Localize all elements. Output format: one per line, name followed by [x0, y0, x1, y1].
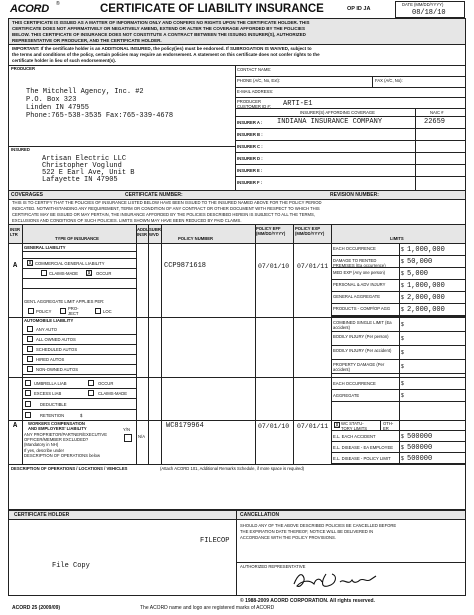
- auto-limit-currency: $: [401, 336, 404, 342]
- excess-checkbox[interactable]: [25, 390, 31, 396]
- wc-na: N/A: [138, 434, 145, 439]
- important-line-3: certificate holder in lieu of such endorsement(s).: [12, 58, 117, 63]
- copyright: © 1988-2009 ACORD CORPORATION. All rights reserved.: [240, 598, 375, 604]
- holder-name: File Copy: [52, 562, 90, 570]
- wc-limit-currency: $: [401, 445, 404, 451]
- umbrella-limit-currency: $: [401, 381, 404, 387]
- op-id: OP ID JA: [347, 6, 371, 12]
- gl-policy-number: CCP9871618: [164, 262, 207, 270]
- col-insr-ltr: INSR LTR: [10, 227, 21, 237]
- acord-logo: ACORD: [10, 3, 49, 15]
- insurer-row-naic: 22659: [424, 118, 446, 126]
- gl-limit-currency: $: [401, 259, 404, 265]
- auto-limit-label: BODILY INJURY (Per person): [333, 334, 389, 339]
- gl-limit-label: GENERAL AGGREGATE: [333, 294, 381, 299]
- cancellation-text-2: THE EXPIRATION DATE THEREOF, NOTICE WILL BE DELIVERED IN: [240, 529, 374, 534]
- insurer-row-label: INSURER E :: [237, 168, 263, 173]
- retention-currency: $: [80, 413, 83, 418]
- certificate-number-label: CERTIFICATE NUMBER:: [125, 192, 183, 198]
- wc-title-2: AND EMPLOYERS' LIABILITY: [28, 426, 87, 431]
- auto-item-label: HIRED AUTOS: [36, 357, 65, 362]
- gl-limit-label: PERSONAL & ADV INJURY: [333, 282, 386, 287]
- gl-insurer-letter: A: [13, 262, 18, 270]
- notice-line-2: CERTIFICATE DOES NOT AFFIRMATIVELY OR NEGATIVELY AMEND, EXTEND OR ALTER THE COVERAGE AFFORDED BY THE POLICIES: [12, 26, 305, 31]
- gl-limit-value: 5,000: [407, 270, 429, 278]
- deductible-label: DEDUCTIBLE: [40, 402, 67, 407]
- insurer-row-label: INSURER D :: [237, 156, 263, 161]
- wc-question-5: DESCRIPTION OF OPERATIONS below: [24, 453, 101, 458]
- gl-limit-label: DAMAGE TO RENTED PREMISES (Ea occurrence): [333, 258, 386, 268]
- wc-limit-value: 500000: [407, 455, 433, 463]
- umbrella-claims-made-label: CLAIMS-MADE: [98, 391, 128, 396]
- deductible-checkbox[interactable]: [25, 401, 31, 407]
- umbrella-occur-label: OCCUR: [98, 381, 114, 386]
- auto-checkbox[interactable]: [27, 346, 33, 352]
- cancellation-label: CANCELLATION: [240, 512, 280, 518]
- auto-item-label: NON-OWNED AUTOS: [36, 367, 79, 372]
- gl-aggregate-applies: GEN'L AGGREGATE LIMIT APPLIES PER:: [24, 299, 105, 304]
- occur-label: OCCUR: [96, 271, 112, 276]
- wc-title-1: WORKERS COMPENSATION: [28, 421, 85, 426]
- gl-limit-label: EACH OCCURRENCE: [333, 246, 376, 251]
- gl-policy-exp: 07/01/11: [297, 263, 329, 270]
- authorized-signature: [290, 568, 380, 592]
- cancellation-text-1: SHOULD ANY OF THE ABOVE DESCRIBED POLICIES BE CANCELLED BEFORE: [240, 523, 397, 528]
- umbrella-limit-label: EACH OCCURRENCE: [333, 381, 376, 386]
- form-title: CERTIFICATE OF LIABILITY INSURANCE: [100, 3, 324, 15]
- auto-item-label: ANY AUTO: [36, 327, 58, 332]
- coverages-text-3: CERTIFICATE MAY BE ISSUED OR MAY PERTAIN, THE INSURANCE AFFORDED BY THE POLICIES DESCRIBED HEREIN IS SUBJECT TO ALL THE TERMS,: [12, 212, 315, 217]
- gl-limit-value: 2,000,000: [407, 294, 445, 302]
- claims-made-checkbox[interactable]: [41, 270, 47, 276]
- insurer-row-label: INSURER B :: [237, 132, 263, 137]
- auto-item-label: SCHEDULED AUTOS: [36, 347, 78, 352]
- auto-checkbox[interactable]: [27, 366, 33, 372]
- wc-limit-currency: $: [401, 434, 404, 440]
- producer-name: The Mitchell Agency, Inc. #2: [26, 88, 144, 96]
- producer-address: P.O. Box 323: [26, 96, 77, 104]
- auto-limit-label: PROPERTY DAMAGE (Per accident): [333, 362, 385, 372]
- agg-policy-label: POLICY: [36, 309, 52, 314]
- auto-item-label: ALL OWNED AUTOS: [36, 337, 76, 342]
- wc-statutory-label: WC STATU-TORY LIMITS: [341, 421, 368, 431]
- auto-limit-currency: $: [401, 350, 404, 356]
- col-addl: ADDL INSR: [137, 227, 149, 237]
- agg-project-checkbox[interactable]: [60, 308, 66, 314]
- umbrella-label: UMBRELLA LIAB: [34, 381, 67, 386]
- gl-limit-currency: $: [401, 295, 404, 301]
- wc-question-4: If yes, describe under: [24, 448, 65, 453]
- auto-limit-label: BODILY INJURY (Per accident): [333, 348, 392, 353]
- trademark: The ACORD name and logo are registered marks of ACORD: [140, 605, 275, 611]
- retention-checkbox[interactable]: [25, 412, 31, 418]
- gl-limit-label: PRODUCTS - COMP/OP AGG: [333, 306, 391, 311]
- insured-line-4: Lafayette IN 47905: [42, 176, 118, 184]
- insured-label: INSURED: [11, 147, 30, 152]
- insured-line-3: 522 E Earl Ave, Unit B: [42, 169, 135, 177]
- auto-title: AUTOMOBILE LIABILITY: [24, 318, 74, 323]
- auto-checkbox[interactable]: [27, 356, 33, 362]
- wc-yn: Y/N: [123, 427, 130, 432]
- description-note: (Attach ACORD 101, Additional Remarks Schedule, if more space is required): [160, 466, 305, 471]
- important-line-1: IMPORTANT: If the certificate holder is an ADDITIONAL INSURED, the policy(ies) must be endorsed. If SUBROGATION IS WAIVED, subject to: [12, 46, 312, 51]
- col-limits: LIMITS: [390, 236, 404, 241]
- gl-limit-value: 50,000: [407, 258, 433, 266]
- agg-loc-label: LOC: [103, 309, 112, 314]
- insurer-row-label: INSURER F :: [237, 180, 263, 185]
- revision-number-label: REVISION NUMBER:: [330, 192, 379, 198]
- gl-limit-currency: $: [401, 247, 404, 253]
- agg-project-label: PRO-JECT: [68, 306, 79, 316]
- col-policy-exp: POLICY EXP (MM/DD/YYYY): [295, 226, 325, 236]
- col-subr: SUBR WVD: [149, 227, 161, 237]
- gl-limit-value: 1,000,000: [407, 246, 445, 254]
- producer-city: Linden IN 47955: [26, 104, 90, 112]
- date-label: DATE (MM/DD/YYYY): [402, 2, 444, 7]
- auto-limit-currency: $: [401, 364, 404, 370]
- certificate-date: 08/18/10: [412, 9, 446, 17]
- umbrella-checkbox[interactable]: [25, 380, 31, 386]
- cgl-label: COMMERCIAL GENERAL LIABILITY: [35, 261, 105, 266]
- notice-line-3: BELOW. THIS CERTIFICATE OF INSURANCE DOES NOT CONSTITUTE A CONTRACT BETWEEN THE ISSUING INSURER(S), AUTHORIZED: [12, 32, 306, 37]
- auto-checkbox[interactable]: [27, 336, 33, 342]
- acord-logo-mark: ®: [56, 1, 60, 7]
- producer-customer-id-label: PRODUCER CUSTOMER ID #:: [237, 99, 271, 109]
- producer-customer-id: ARTI-E1: [283, 100, 313, 108]
- description-label: DESCRIPTION OF OPERATIONS / LOCATIONS / VEHICLES: [11, 466, 128, 471]
- gl-limit-value: 1,000,000: [407, 282, 445, 290]
- col-policy-number: POLICY NUMBER: [178, 236, 214, 241]
- wc-policy-eff: 07/01/10: [258, 423, 290, 430]
- umbrella-occur-checkbox[interactable]: [88, 380, 94, 386]
- gl-limit-currency: $: [401, 307, 404, 313]
- insurer-row-name: INDIANA INSURANCE COMPANY: [277, 118, 383, 126]
- cgl-checkbox[interactable]: X: [28, 260, 32, 267]
- insured-line-1: Artisan Electric LLC: [42, 155, 127, 163]
- gl-limit-currency: $: [401, 271, 404, 277]
- col-policy-eff: POLICY EFF (MM/DD/YYYY): [256, 226, 286, 236]
- producer-label: PRODUCER: [11, 66, 35, 71]
- wc-insurer-letter: A: [13, 422, 18, 430]
- coverages-label: COVERAGES: [11, 192, 43, 198]
- wc-question-1: ANY PROPRIETOR/PARTNER/EXECUTIVE: [24, 432, 107, 437]
- wc-statutory-checkbox[interactable]: X: [335, 422, 339, 429]
- insured-line-2: Christopher Voglund: [42, 162, 122, 170]
- wc-limit-label: E.L. EACH ACCIDENT: [333, 434, 376, 439]
- excess-label: EXCESS LIAB: [34, 391, 62, 396]
- email-label: E-MAIL ADDRESS:: [237, 89, 274, 94]
- wc-limit-label: E.L. DISEASE - POLICY LIMIT: [333, 456, 391, 461]
- gl-limit-value: 2,000,000: [407, 306, 445, 314]
- auto-limit-label: COMBINED SINGLE LIMIT (Ea accident): [333, 320, 392, 330]
- insurer-row-label: INSURER C :: [237, 144, 263, 149]
- claims-made-label: CLAIMS-MADE: [49, 271, 79, 276]
- insurers-header: INSURER(S) AFFORDING COVERAGE: [300, 110, 375, 115]
- insurer-row-label: INSURER A :: [237, 120, 263, 125]
- coverages-text-2: INDICATED. NOTWITHSTANDING ANY REQUIREMENT, TERM OR CONDITION OF ANY CONTRACT OR OTHER DOCUMENT WITH RESPECT TO WHICH THIS: [12, 206, 320, 211]
- wc-limit-label: E.L. DISEASE - EA EMPLOYEE: [333, 445, 394, 450]
- form-number: ACORD 25 (2009/09): [12, 605, 61, 611]
- important-line-2: the terms and conditions of the policy, certain policies may require an endorsement. A statement on this certificate does not confer rights to the: [12, 52, 320, 57]
- wc-question-2: OFFICER/MEMBER EXCLUDED?: [24, 437, 89, 442]
- wc-excluded-box[interactable]: [124, 434, 132, 442]
- contact-name-label: CONTACT NAME:: [237, 67, 272, 72]
- gl-limit-label: MED EXP (Any one person): [333, 270, 386, 275]
- gl-limit-currency: $: [401, 283, 404, 289]
- wc-limit-currency: $: [401, 456, 404, 462]
- retention-label: RETENTION: [40, 413, 65, 418]
- umbrella-claims-made-checkbox[interactable]: [88, 390, 94, 396]
- coverages-text-4: EXCLUSIONS AND CONDITIONS OF SUCH POLICIES. LIMITS SHOWN MAY HAVE BEEN REDUCED BY PAID CLAIMS.: [12, 218, 242, 223]
- wc-policy-number: WC8179964: [166, 422, 204, 430]
- fax-label: FAX (A/C, No):: [375, 78, 403, 83]
- producer-phone-fax: Phone:765-538-3535 Fax:765-339-4678: [26, 112, 174, 120]
- naic-header: NAIC #: [430, 110, 444, 115]
- wc-limit-value: 500000: [407, 444, 433, 452]
- notice-line-4: REPRESENTATIVE OR PRODUCER, AND THE CERTIFICATE HOLDER.: [12, 38, 162, 43]
- wc-policy-exp: 07/01/11: [297, 423, 329, 430]
- cancellation-text-3: ACCORDANCE WITH THE POLICY PROVISIONS.: [240, 535, 336, 540]
- coverages-text-1: THIS IS TO CERTIFY THAT THE POLICIES OF INSURANCE LISTED BELOW HAVE BEEN ISSUED TO THE INSURED NAMED ABOVE FOR THE POLICY PERIOD: [12, 200, 322, 205]
- wc-limit-value: 500000: [407, 433, 433, 441]
- auto-checkbox[interactable]: [27, 326, 33, 332]
- wc-question-3: (Mandatory in NH): [24, 442, 59, 447]
- authorized-rep-label: AUTHORIZED REPRESENTATIVE: [240, 564, 306, 569]
- umbrella-limit-currency: $: [401, 393, 404, 399]
- agg-policy-checkbox[interactable]: [28, 308, 34, 314]
- holder-code: FILECOP: [200, 537, 230, 545]
- gl-title: GENERAL LIABILITY: [24, 245, 66, 250]
- phone-label: PHONE (A/C, No, Ext):: [237, 78, 281, 83]
- occur-checkbox[interactable]: X: [87, 270, 91, 277]
- umbrella-limit-label: AGGREGATE: [333, 393, 360, 398]
- agg-loc-checkbox[interactable]: [95, 308, 101, 314]
- holder-label: CERTIFICATE HOLDER: [14, 512, 70, 518]
- col-type: TYPE OF INSURANCE: [55, 236, 99, 241]
- auto-limit-currency: $: [401, 322, 404, 328]
- wc-other-label: OTH-ER: [383, 421, 394, 431]
- gl-policy-eff: 07/01/10: [258, 263, 290, 270]
- notice-line-1: THIS CERTIFICATE IS ISSUED AS A MATTER OF INFORMATION ONLY AND CONFERS NO RIGHTS UPON THE CERTIFICATE HOLDER. THIS: [12, 20, 310, 25]
